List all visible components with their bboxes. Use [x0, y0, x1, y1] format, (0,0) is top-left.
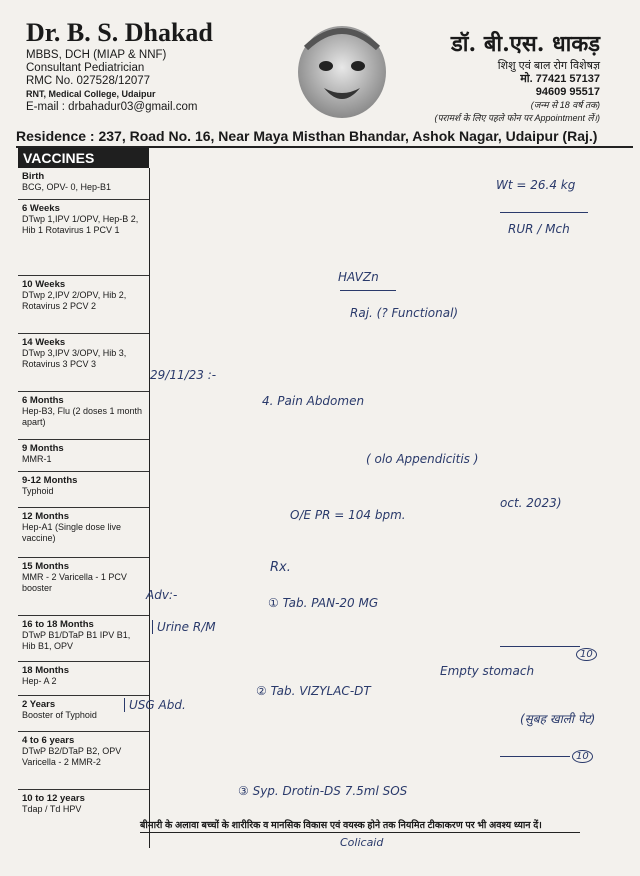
vaccine-detail: DTwP B1/DTaP B1 IPV B1, Hib B1, OPV: [22, 630, 131, 651]
age-note: (जन्म से 18 वर्ष तक): [530, 100, 600, 110]
vaccines-title: VACCINES: [18, 148, 149, 168]
hw-medicine-3-note: Colicaid: [340, 836, 384, 849]
vaccine-row: [18, 790, 149, 836]
vaccine-age: 14 Weeks: [22, 337, 66, 348]
vaccine-age: 12 Months: [22, 511, 69, 522]
vaccine-detail: DTwP B2/DTaP B2, OPV Varicella - 2 MMR-2: [22, 746, 122, 767]
vaccine-row: [18, 440, 149, 472]
residence-address: Residence : 237, Road No. 16, Near Maya Misthan Bhandar, Ashok Nagar, Udaipur (Raj.): [16, 128, 598, 144]
vaccine-detail: MMR-1: [22, 454, 52, 464]
vaccine-age: Birth: [22, 171, 45, 182]
vaccine-detail: Hep-A1 (Single dose live vaccine): [22, 522, 122, 543]
vaccine-age: 15 Months: [22, 561, 69, 572]
doctor-details: [26, 49, 266, 114]
hw-line: [500, 756, 570, 757]
hw-rx: Rx.: [270, 560, 291, 575]
vaccine-detail: Booster of Typhoid: [22, 710, 97, 720]
hw-underline: [500, 212, 588, 213]
vaccine-age: 6 Weeks: [22, 203, 60, 214]
hw-complaint-2: ( olo Appendicitis ): [366, 452, 479, 466]
vaccine-row: [18, 334, 149, 392]
vaccine-detail: DTwp 1,IPV 1/OPV, Hep-B 2, Hib 1 Rotavirus 1 PCV 1: [22, 214, 139, 235]
hw-advice-2: USG Abd.: [124, 698, 186, 712]
hw-ref: RUR / Mch: [508, 222, 570, 236]
vaccine-age: 18 Months: [22, 665, 69, 676]
hw-advice-1: Urine R/M: [152, 620, 216, 634]
specialty-hindi: शिशु एवं बाल रोग विशेषज्ञ: [497, 60, 600, 72]
hw-medicine-2: ② Tab. VIZYLAC-DT: [256, 684, 371, 698]
hw-medicine-2-note: (सुबह खाली पेट): [520, 712, 596, 726]
hw-weight: Wt = 26.4 kg: [496, 178, 576, 192]
vaccine-age: 10 to 12 years: [22, 793, 85, 804]
vaccine-row: [18, 276, 149, 334]
doctor-name-english: Dr. B. S. Dhakad: [26, 18, 213, 47]
hw-underline: [340, 290, 396, 291]
vaccine-detail: MMR - 2 Varicella - 1 PCV booster: [22, 572, 127, 593]
vaccine-age: 6 Months: [22, 395, 64, 406]
vaccine-schedule: [18, 168, 150, 848]
vaccine-detail: Hep-B3, Flu (2 doses 1 month apart): [22, 406, 143, 427]
vaccine-age: 9-12 Months: [22, 475, 78, 486]
vaccine-age: 2 Years: [22, 699, 56, 710]
hw-diagnosis-2: Raj. (? Functional): [350, 306, 459, 320]
vaccine-row: [18, 616, 149, 662]
vaccine-row: [18, 168, 149, 200]
vaccine-row: [18, 508, 149, 558]
vaccine-row: [18, 558, 149, 616]
hw-complaint-1: 4. Pain Abdomen: [262, 394, 365, 408]
vaccine-detail: Typhoid: [22, 486, 54, 496]
baby-right-eye: [351, 61, 365, 71]
hw-date: 29/11/23 :-: [150, 368, 217, 382]
mobile-2: 94609 95517: [535, 86, 600, 98]
college: RNT, Medical College, Udaipur: [26, 89, 156, 99]
hw-complaint-3: oct. 2023): [500, 496, 562, 510]
vaccine-detail: DTwp 2,IPV 2/OPV, Hib 2, Rotavirus 2 PCV 2: [22, 290, 127, 311]
vaccine-row: [18, 662, 149, 696]
footer-divider: [140, 832, 580, 833]
vaccine-detail: Hep- A 2: [22, 676, 57, 686]
hw-diagnosis-1: HAVZn: [338, 270, 379, 284]
vaccine-row: [18, 200, 149, 276]
vaccine-age: 9 Months: [22, 443, 64, 454]
email: E-mail : drbahadur03@gmail.com: [26, 101, 198, 113]
qualifications: MBBS, DCH (MIAP & NNF): [26, 49, 167, 61]
hw-medicine-3: ③ Syp. Drotin-DS 7.5ml SOS: [238, 784, 408, 798]
vaccine-detail: Tdap / Td HPV: [22, 804, 82, 814]
hw-medicine-1-note: Empty stomach: [440, 664, 535, 678]
mobile-1: मो. 77421 57137: [520, 73, 600, 85]
hw-qty-2: 10: [572, 750, 593, 763]
hw-qty-1: 10: [576, 648, 597, 661]
hw-line: [500, 646, 580, 647]
vaccine-row: [18, 732, 149, 790]
vaccine-row: [18, 392, 149, 440]
footer-note: बीमारी के अलावा बच्चों के शारीरिक व मानसिक विकास एवं वयस्क होने तक नियमित टीकाकरण पर भी अवश्य ध्यान दें।: [140, 820, 542, 831]
vaccine-age: 4 to 6 years: [22, 735, 75, 746]
vaccine-row: [18, 472, 149, 508]
role: Consultant Pediatrician: [26, 62, 145, 74]
hw-exam: O/E PR = 104 bpm.: [290, 508, 406, 522]
vaccine-age: 10 Weeks: [22, 279, 66, 290]
vaccine-detail: BCG, OPV- 0, Hep-B1: [22, 182, 112, 192]
rmc-number: RMC No. 027528/12077: [26, 75, 151, 87]
vaccine-age: 16 to 18 Months: [22, 619, 94, 630]
hw-medicine-1: ① Tab. PAN-20 MG: [268, 596, 379, 610]
baby-left-eye: [319, 61, 333, 71]
hw-advice-label: Adv:-: [146, 588, 178, 602]
doctor-name-hindi: डॉ. बी.एस. धाकड़: [451, 31, 600, 57]
doctor-details-hindi: [380, 60, 600, 125]
appointment-note: (परामर्श के लिए पहले फोन पर Appointment लें।): [434, 113, 600, 123]
vaccine-detail: DTwp 3,IPV 3/OPV, Hib 3, Rotavirus 3 PCV 3: [22, 348, 127, 369]
